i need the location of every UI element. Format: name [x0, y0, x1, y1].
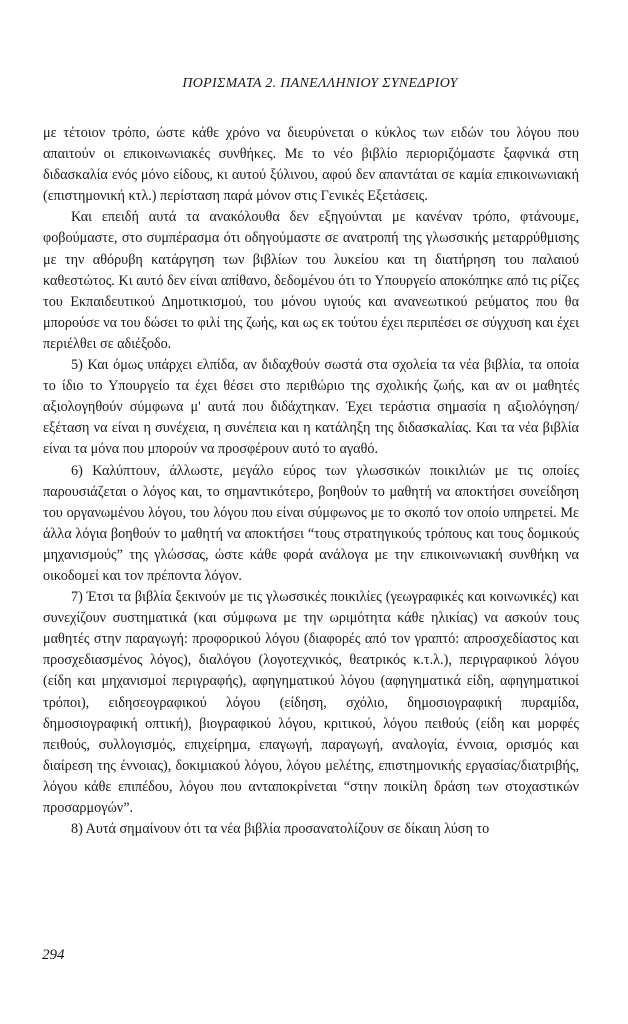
running-header: ΠΟΡΙΣΜΑΤΑ 2. ΠΑΝΕΛΛΗΝΙΟΥ ΣΥΝΕΔΡΙΟΥ	[182, 76, 458, 91]
paragraph-item-7: 7) Έτσι τα βιβλία ξεκινούν με τις γλωσσικές ποικιλίες (γεωγραφικές και κοινωνικές) και συνεχίζουν συστηματικά (και σύμφωνα με την ωριμότητα κάθε ηλικίας) να ασκούν τους μαθητές στην παραγωγή: προφορικού λόγου (διαφορές από τον γραπτό: απροσχεδίαστος και προσχεδιασμένος λόγος), διαλόγου (λογοτεχνικός, θεατρικός κ.τ.λ.), περιγραφικού λόγου (είδη και μηχανισμοί περιγραφής), αφηγηματικού λόγου (αφηγηματικά είδη, αφηγηματικοί τρόποι), ειδησεογραφικού λόγου (είδηση, σχόλιο, δημοσιογραφική πυραμίδα, δημοσιογραφική οπτική), βιογραφικού λόγου, κριτικού, λόγου πειθούς (είδη και μορφές πειθούς, συλλογισμός, επιχείρημα, επαγωγή, παραγωγή, αναλογία, έννοια, ορισμός και διαίρεση της έννοιας), δοκιμιακού λόγου, λόγου μελέτης, επιστημονικής εργασίας/διατριβής, λόγου κάθε επιπέδου, λόγου που ανταποκρίνεται “στην ποικίλη δράση των στοχαστικών προσαρμογών”.	[43, 589, 579, 816]
body-text	[43, 123, 579, 840]
paragraph-item-8: 8) Αυτά σημαίνουν ότι τα νέα βιβλία προσανατολίζουν σε δίκαιη λύση το	[71, 821, 490, 838]
paragraph-item-6: 6) Καλύπτουν, άλλωστε, μεγάλο εύρος των γλωσσικών ποικιλιών με τις οποίες παρουσιάζεται ο λόγος και, το σημαντικότερο, βοηθούν το μαθητή να αποκτήσει συνείδηση του οργανωμένου λόγου, του λόγου που είναι σύμφωνος με το σκοπό τον οποίο υπηρετεί. Με άλλα λόγια βοηθούν το μαθητή να αποκτήσει “τους στρατηγικούς τρόπους και τους δομικούς μηχανισμούς” της γλώσσας, ώστε κάθε φορά ανάλογα με την επικοινωνιακή συνθήκη να οικοδομεί και τον πρέποντα λόγον.	[43, 462, 579, 584]
paragraph: Και επειδή αυτά τα ανακόλουθα δεν εξηγούνται με κανέναν τρόπο, φτάνουμε, φοβούμαστε, στο συμπέρασμα ότι οδηγούμαστε σε ανατροπή της γλωσσικής μεταρρύθμισης με την αθόρυβη κατάργηση των βιβλίων του λυκείου και τη διατήρηση του παλαιού καθεστώτος. Κι αυτό δεν είναι απίθανο, δεδομένου ότι το Υπουργείο αποκόπηκε από τις ρίζες του Εκπαιδευτικού Δημοτικισμού, του μόνου υγιούς και ανανεωτικού ρεύματος που θα μπορούσε να του δώσει το φιλί της ζωής, και ως εκ τούτου έχει περιπέσει σε σύγχυση και έχει περιέλθει σε αδιέξοδο.	[43, 209, 579, 352]
page-number: 294	[42, 947, 65, 963]
paragraph-continuation: με τέτοιον τρόπο, ώστε κάθε χρόνο να διευρύνεται ο κύκλος των ειδών του λόγου που απαιτούν οι επικοινωνιακές συνθήκες. Με το νέο βιβλίο περιοριζόμαστε ξαφνικά στη διδασκαλία ενός μόνο είδους, κι αυτού ξύλινου, αφού δεν απαντάται σε καμία επικοινωνιακή (επιστημονική κτλ.) περίσταση παρά μόνον στις Γενικές Εξετάσεις.	[43, 125, 579, 205]
paragraph-item-5: 5) Και όμως υπάρχει ελπίδα, αν διδαχθούν σωστά στα σχολεία τα νέα βιβλία, τα οποία το ίδιο το Υπουργείο τα έχει θέσει στο περιθώριο της σχολικής ζωής, και αν οι μαθητές αξιολογηθούν σύμφωνα μ' αυτά που διδάχτηκαν. Έχει τεράστια σημασία η αξιολόγηση/εξέταση να είναι η συνέχεια, η συνέπεια και η κατάληξη της διδασκαλίας. Και τα νέα βιβλία είναι τα μόνα που μπορούν να προσφέρουν αυτό το αγαθό.	[43, 357, 579, 458]
